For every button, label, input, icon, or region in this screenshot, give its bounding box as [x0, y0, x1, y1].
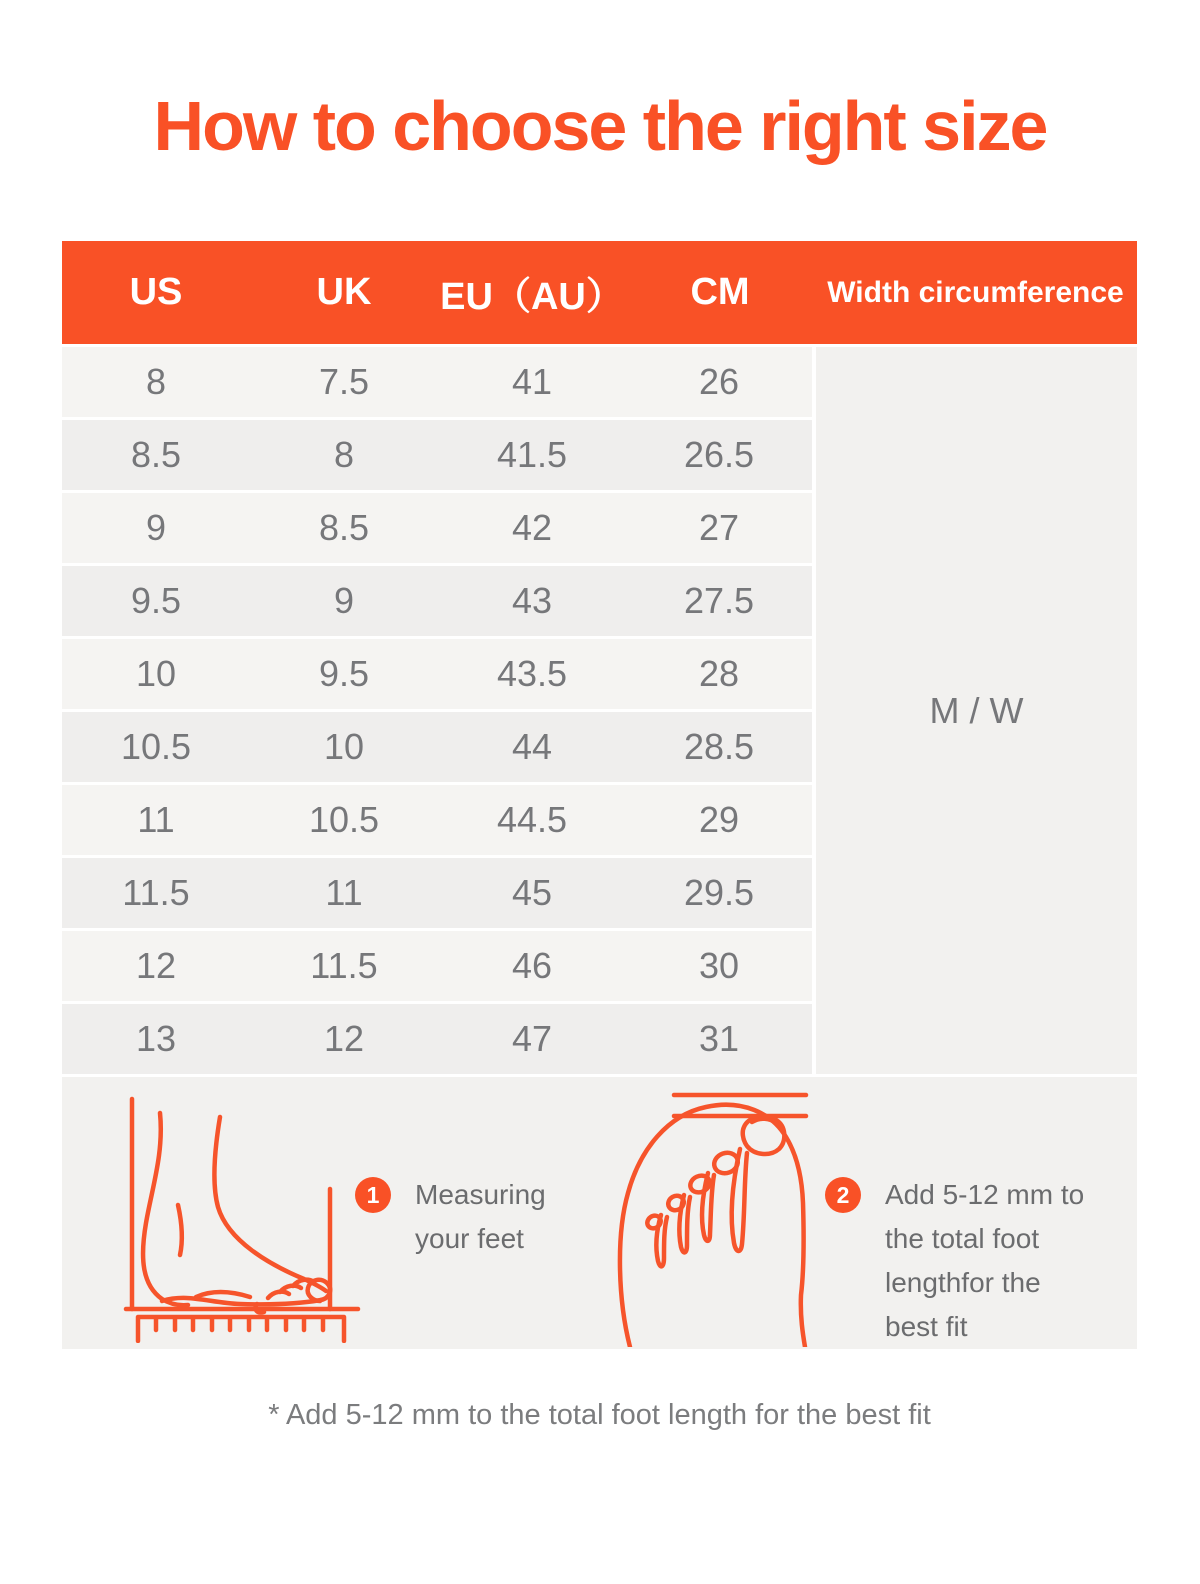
table-row: [62, 346, 1137, 419]
size-cell: 11.5: [62, 857, 250, 930]
size-cell: 10: [250, 711, 438, 784]
size-cell: 31: [626, 1003, 814, 1075]
size-cell: 43.5: [438, 638, 626, 711]
size-cell: 47: [438, 1003, 626, 1075]
size-cell: 11: [250, 857, 438, 930]
page-title: How to choose the right size: [153, 87, 1047, 165]
size-cell: 26.5: [626, 419, 814, 492]
size-cell: 30: [626, 930, 814, 1003]
size-cell: 45: [438, 857, 626, 930]
size-cell: 41: [438, 346, 626, 419]
size-cell: 12: [250, 1003, 438, 1075]
size-table: [62, 241, 1137, 1074]
size-cell: 28.5: [626, 711, 814, 784]
column-header-eu-au: EU（AU）: [438, 241, 626, 346]
size-cell: 44.5: [438, 784, 626, 857]
size-cell: 8: [62, 346, 250, 419]
step-2-badge: 2: [825, 1177, 861, 1213]
size-cell: 13: [62, 1003, 250, 1075]
size-cell: 42: [438, 492, 626, 565]
size-cell: 10: [62, 638, 250, 711]
step-1-label: Measuring your feet: [415, 1179, 546, 1254]
size-cell: 12: [62, 930, 250, 1003]
size-cell: 8.5: [250, 492, 438, 565]
size-cell: 9.5: [62, 565, 250, 638]
size-cell: 29: [626, 784, 814, 857]
size-cell: 28: [626, 638, 814, 711]
step-1-badge: 1: [355, 1177, 391, 1213]
column-header-uk: UK: [250, 241, 438, 346]
size-cell: 27: [626, 492, 814, 565]
step-2: [825, 1173, 1085, 1349]
column-header-width-circumference: Width circumference: [814, 241, 1137, 346]
width-circumference-cell: M / W: [814, 346, 1137, 1075]
size-table-body: [62, 346, 1137, 1075]
size-cell: 7.5: [250, 346, 438, 419]
size-cell: 8.5: [62, 419, 250, 492]
size-cell: 11: [62, 784, 250, 857]
size-cell: 27.5: [626, 565, 814, 638]
size-cell: 29.5: [626, 857, 814, 930]
step-1: [355, 1173, 545, 1261]
footnote: * Add 5-12 mm to the total foot length for the best fit: [268, 1399, 931, 1431]
size-chart-content: [62, 241, 1137, 1432]
size-cell: 9: [250, 565, 438, 638]
column-header-cm: CM: [626, 241, 814, 346]
size-cell: 11.5: [250, 930, 438, 1003]
measuring-instructions-panel: [62, 1077, 1137, 1349]
size-cell: 46: [438, 930, 626, 1003]
size-cell: 8: [250, 419, 438, 492]
foot-top-view-icon: [614, 1085, 819, 1347]
foot-side-ruler-icon: [118, 1093, 363, 1343]
header-row: [62, 241, 1137, 346]
size-cell: 43: [438, 565, 626, 638]
size-cell: 41.5: [438, 419, 626, 492]
size-cell: 9.5: [250, 638, 438, 711]
size-cell: 10.5: [62, 711, 250, 784]
size-cell: 26: [626, 346, 814, 419]
size-cell: 9: [62, 492, 250, 565]
column-header-us: US: [62, 241, 250, 346]
size-cell: 44: [438, 711, 626, 784]
step-2-label: Add 5-12 mm to the total foot lengthfor the best fit: [885, 1179, 1085, 1342]
size-cell: 10.5: [250, 784, 438, 857]
size-table-header: [62, 241, 1137, 346]
